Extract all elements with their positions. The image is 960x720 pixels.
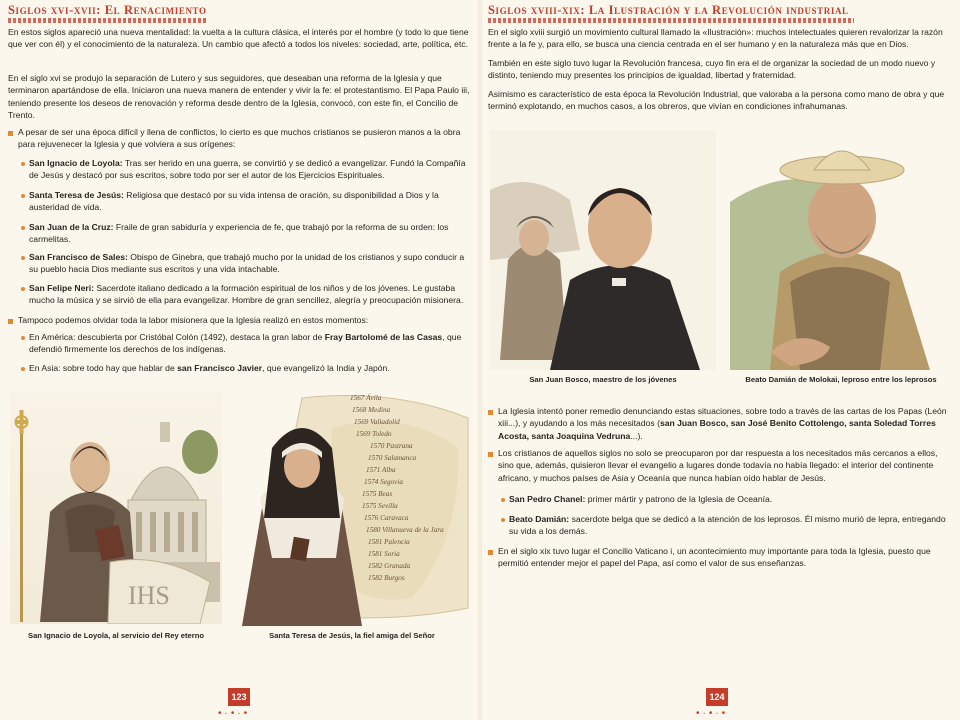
image-caption: Beato Damián de Molokai, leproso entre los leprosos bbox=[745, 375, 937, 384]
map-label: 1574 Segovia bbox=[364, 478, 403, 486]
image-caption: San Ignacio de Loyola, al servicio del Rey eterno bbox=[28, 631, 204, 640]
mission-name: san Francisco Javier bbox=[177, 363, 263, 373]
map-label: 1582 Burgos bbox=[368, 574, 405, 582]
map-label: 1570 Pastrana bbox=[370, 442, 413, 450]
title-rule bbox=[8, 18, 208, 23]
image-caption: Santa Teresa de Jesús, la fiel amiga del Señor bbox=[269, 631, 435, 640]
map-label: 1576 Caravaca bbox=[364, 514, 409, 522]
bullet-icon bbox=[21, 336, 25, 340]
foundations-map-labels bbox=[350, 392, 468, 584]
page-ornament: •·•·• bbox=[218, 708, 251, 719]
paragraph: También en este siglo tuvo lugar la Revolución francesa, cuyo fin era el de organizar la sociedad de un modo nuevo y distinto, teniendo muy presentes los principios de igualdad, libertad y fraternidad. bbox=[488, 58, 936, 81]
bullet-item: En el siglo xix tuvo lugar el Concilio Vaticano i, un acontecimiento muy importante para toda la Iglesia, puesto que permitió entender mejor el papel del Papa, así como el valor de sus enseñanzas. bbox=[498, 546, 931, 569]
mission-item bbox=[29, 362, 470, 374]
title-rule bbox=[488, 18, 854, 23]
bullet-item: Tampoco podemos olvidar toda la labor misionera que la Iglesia realizó en estos momentos: bbox=[18, 315, 369, 325]
paragraph: En el siglo xvi se produjo la separación de Lutero y sus seguidores, que deseaban una reforma de la Iglesia y que terminaron apartándose de ella. Iniciaron una nueva manera de entender y vivir la fe: el protestantismo. El Papa Paulo iii, teniendo presente los deseos de renovación y reforma desde dentro de la Iglesia, convocó, con este fin, el Concilio de Trento. bbox=[8, 73, 470, 121]
saint-text: Religiosa que destacó por su vida intensa de oración, su disponibilidad a Dios y la austeridad de vida. bbox=[29, 190, 439, 213]
bullet-item bbox=[498, 405, 950, 442]
father-damien-illustration bbox=[730, 122, 952, 370]
bullet-icon bbox=[21, 367, 25, 371]
saint-text: sacerdote belga que se dedicó a la atención de los leprosos. Él mismo murió de lepra, entregando su vida a los demás. bbox=[509, 514, 946, 537]
saint-ignatius-illustration bbox=[10, 392, 222, 624]
mission-text: En América: descubierta por Cristóbal Colón (1492), destaca la gran labor de bbox=[29, 332, 325, 342]
section-title: Siglos xviii-xix: La Ilustración y la Revolución industrial bbox=[488, 3, 849, 17]
paragraph: Asimismo es característico de esta época la Revolución Industrial, que valoraba a la persona como mano de obra y que terminó explotando, en muchos casos, a los obreros, que vivían en condiciones infrahumanas. bbox=[488, 89, 945, 112]
bullet-icon bbox=[488, 410, 493, 415]
saint-item bbox=[29, 189, 470, 214]
saint-item bbox=[29, 157, 470, 182]
paragraph: En estos siglos apareció una nueva mentalidad: la vuelta a la cultura clásica, el interés por el hombre (y todo lo que tiene que ver con él) y el conocimiento de la naturaleza. Un cambio que afectó a todos los niveles: sociedad, arte, política, etc. bbox=[8, 27, 469, 50]
saint-text: Obispo de Ginebra, que trabajó mucho por la unidad de los cristianos y supo conducir a su pueblo hacia Dios mediante sus escritos y una vida intachable. bbox=[29, 252, 465, 275]
map-label: 1582 Granada bbox=[368, 562, 411, 570]
bullet-icon bbox=[501, 518, 505, 522]
saint-item bbox=[29, 221, 470, 246]
saint-name: Beato Damián: bbox=[509, 514, 570, 524]
page-number: 124 bbox=[706, 688, 728, 706]
bullet-icon bbox=[488, 452, 493, 457]
map-label: 1581 Soria bbox=[368, 550, 400, 558]
mission-text: En Asia: sobre todo hay que hablar de bbox=[29, 363, 178, 373]
bullet-icon bbox=[21, 256, 25, 260]
map-label: 1569 Toledo bbox=[356, 430, 392, 438]
section-title: Siglos xvi-xvii: El Renacimiento bbox=[8, 3, 207, 17]
bullet-text: ...). bbox=[630, 430, 643, 441]
mission-item bbox=[29, 331, 470, 356]
saint-text: Fraile de gran sabiduría y experiencia de fe, que trabajó por la reforma de su orden: los carmelitas. bbox=[29, 222, 449, 245]
saint-text: Tras ser herido en una guerra, se convirtió y se dedicó a evangelizar. Fundó la Compañía de Jesús y destacó por sus escritos, sobre todo por ser el autor de los Ejercicios Espirituales. bbox=[29, 158, 466, 181]
bullet-icon bbox=[21, 162, 25, 166]
saint-item bbox=[509, 493, 950, 505]
saint-name: San Juan de la Cruz: bbox=[29, 222, 114, 232]
saint-name: San Felipe Neri: bbox=[29, 283, 94, 293]
map-label: 1581 Palencia bbox=[368, 538, 410, 546]
bullet-text: La Iglesia intentó poner remedio denunciando estas situaciones, sobre todo a través de las cartas de los Papas (León xiii...), y ayudando a los más necesitados ( bbox=[498, 406, 947, 429]
bullet-item: A pesar de ser una época difícil y llena de conflictos, lo cierto es que muchos cristianos se pusieron manos a la obra para rejuvenecer la Iglesia y que volviera a sus orígenes: bbox=[18, 127, 461, 150]
right-page bbox=[480, 0, 960, 720]
map-label: 1575 Beas bbox=[362, 490, 393, 498]
map-label: 1580 Villanueva de la Jara bbox=[366, 526, 444, 534]
saint-text: Sacerdote italiano dedicado a la formación espiritual de los niños y de los jóvenes. Le gustaba mucho la música y se sirvió de ella para evangelizar. Hombre de gran sencillez, alegría y preocupación misionera. bbox=[29, 283, 464, 306]
map-label: 1568 Medina bbox=[352, 406, 391, 414]
bullet-icon bbox=[501, 498, 505, 502]
bullet-icon bbox=[8, 319, 13, 324]
map-label: 1575 Sevilla bbox=[362, 502, 398, 510]
bullet-icon bbox=[488, 550, 493, 555]
saint-name: San Pedro Chanel: bbox=[509, 494, 586, 504]
map-label: 1569 Valladolid bbox=[354, 418, 400, 426]
page-ornament: •·•·• bbox=[696, 708, 729, 719]
paragraph: En el siglo xviii surgió un movimiento cultural llamado la «Ilustración»: muchos intelectuales quieren revalorizar la razón frente a la fe y, para ello, se busca una ciencia centrada en el ser humano y en la naturaleza más que en Dios. bbox=[488, 27, 943, 50]
svg-text:IHS: IHS bbox=[128, 581, 170, 610]
saint-name: San Ignacio de Loyola: bbox=[29, 158, 123, 168]
saint-john-bosco-illustration bbox=[490, 130, 716, 370]
saint-name: Santa Teresa de Jesús: bbox=[29, 190, 124, 200]
saint-item bbox=[29, 251, 470, 276]
map-label: 1567 Ávila bbox=[350, 394, 382, 402]
map-label: 1570 Salamanca bbox=[368, 454, 417, 462]
saint-item bbox=[509, 513, 950, 538]
saint-name: San Francisco de Sales: bbox=[29, 252, 128, 262]
bullet-icon bbox=[21, 226, 25, 230]
page-number: 123 bbox=[228, 688, 250, 706]
saint-item bbox=[29, 282, 470, 307]
map-label: 1571 Alba bbox=[366, 466, 396, 474]
mission-text: , que evangelizó la India y Japón. bbox=[262, 363, 390, 373]
mission-text: , que defendió firmemente los derechos de los indígenas. bbox=[29, 332, 462, 355]
bullet-icon bbox=[21, 194, 25, 198]
mission-name: Fray Bartolomé de las Casas bbox=[324, 332, 443, 342]
bullet-item: Los cristianos de aquellos siglos no solo se preocuparon por dar respuesta a los necesitados más cercanos a ellos, sino que, además, quisieron llevar el evangelio a lugares donde todavía no había llegado: el interior del continente africano, y muchos países de Asia y Oceanía que nunca habían oído hablar de Jesús. bbox=[498, 448, 938, 483]
saint-text: primer mártir y patrono de la Iglesia de Oceanía. bbox=[587, 494, 773, 504]
image-caption: San Juan Bosco, maestro de los jóvenes bbox=[529, 375, 677, 384]
saint-names: san Juan Bosco, san José Benito Cottolengo, santa Soledad Torres Acosta, santa Joaquina Vedruna bbox=[498, 418, 936, 441]
bullet-icon bbox=[21, 287, 25, 291]
bullet-icon bbox=[8, 131, 13, 136]
